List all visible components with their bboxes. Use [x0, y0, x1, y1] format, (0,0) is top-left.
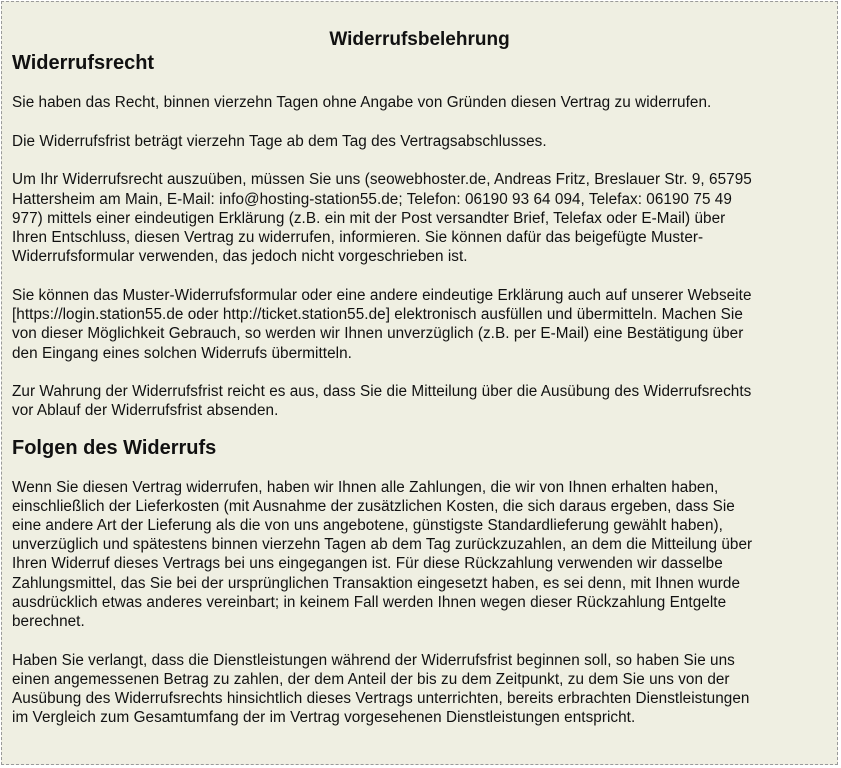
text-line: einschließlich der Lieferkosten (mit Ausnahme der zusätzlichen Kosten, die sich daraus ergeben, dass Sie [12, 497, 735, 515]
text-line: 977) mittels einer eindeutigen Erklärung (z.B. ein mit der Post versandter Brief, Telefax oder E-Mail) über [12, 209, 726, 227]
text-line: Die Widerrufsfrist beträgt vierzehn Tage ab dem Tag des Vertragsabschlusses. [12, 132, 547, 150]
text-line: eine andere Art der Lieferung als die von uns angebotene, günstigste Standardlieferung gewählt haben), [12, 517, 723, 535]
text-line: [https://login.station55.de oder http://ticket.station55.de] elektronisch ausfüllen und übermitteln. Machen Sie [12, 306, 743, 324]
text-line: Zahlungsmittel, das Sie bei der ursprünglichen Transaktion eingesetzt haben, es sei denn, mit Ihnen wurde [12, 574, 741, 592]
document-title: Widerrufsbelehrung [329, 29, 510, 50]
text-line: von dieser Möglichkeit Gebrauch, so werden wir Ihnen unverzüglich (z.B. per E-Mail) eine Bestätigung über [12, 325, 744, 343]
text-line: vor Ablauf der Widerrufsfrist absenden. [12, 402, 279, 420]
paragraph-how-to-withdraw [12, 170, 827, 266]
text-line: Widerrufsformular verwenden, das jedoch nicht vorgeschrieben ist. [12, 248, 468, 266]
text-line: ausdrücklich etwas anderes vereinbart; in keinem Fall werden Ihnen wegen dieser Rückzahlung Entgelte [12, 593, 727, 611]
paragraph-online-form [12, 286, 827, 363]
text-line: Um Ihr Widerrufsrecht auszuüben, müssen Sie uns (seowebhoster.de, Andreas Fritz, Breslauer Str. 9, 65795 [12, 171, 752, 189]
section-right-of-withdrawal [12, 51, 827, 421]
paragraph-refund [12, 478, 827, 632]
revocation-notice-panel [1, 1, 838, 765]
paragraph-withdrawal-period [12, 132, 827, 151]
text-line: Ihren Widerruf dieses Vertrags bei uns eingegangen ist. Für diese Rückzahlung verwenden wir dasselbe [12, 555, 723, 573]
text-line: Hattersheim am Main, E-Mail: info@hosting-station55.de; Telefon: 06190 93 64 094, Telefax: 06190 75 49 [12, 190, 732, 208]
text-line: einen angemessenen Betrag zu zahlen, der dem Anteil der bis zu dem Zeitpunkt, zu dem Sie uns von der [12, 670, 730, 688]
text-line: Ihren Entschluss, diesen Vertrag zu widerrufen, informieren. Sie können dafür das beigefügte Muster- [12, 229, 704, 247]
text-line: Wenn Sie diesen Vertrag widerrufen, haben wir Ihnen alle Zahlungen, die wir von Ihnen erhalten haben, [12, 478, 719, 496]
paragraph-services-compensation [12, 651, 827, 728]
paragraph-deadline-compliance [12, 382, 827, 420]
section-heading: Folgen des Widerrufs [12, 436, 217, 459]
text-line: den Eingang eines solchen Widerrufs übermitteln. [12, 344, 352, 362]
text-line: Zur Wahrung der Widerrufsfrist reicht es aus, dass Sie die Mitteilung über die Ausübung des Widerrufsrechts [12, 383, 752, 401]
text-line: berechnet. [12, 613, 85, 631]
paragraph-right-statement [12, 93, 827, 112]
section-heading: Widerrufsrecht [12, 52, 155, 74]
text-line: Sie können das Muster-Widerrufsformular oder eine andere eindeutige Erklärung auch auf unserer Webseite [12, 286, 752, 304]
text-line: Haben Sie verlangt, dass die Dienstleistungen während der Widerrufsfrist beginnen soll, so haben Sie uns [12, 651, 735, 669]
text-line: im Vergleich zum Gesamtumfang der im Vertrag vorgesehenen Dienstleistungen entspricht. [12, 709, 636, 727]
section-consequences-of-withdrawal [12, 436, 827, 728]
text-line: Sie haben das Recht, binnen vierzehn Tagen ohne Angabe von Gründen diesen Vertrag zu widerrufen. [12, 94, 712, 111]
text-line: Ausübung des Widerrufsrechts hinsichtlich dieses Vertrags unterrichten, bereits erbrachten Dienstleistungen [12, 690, 750, 708]
text-line: unverzüglich und spätestens binnen vierzehn Tagen ab dem Tag zurückzuzahlen, an dem die Mitteilung über [12, 536, 753, 554]
